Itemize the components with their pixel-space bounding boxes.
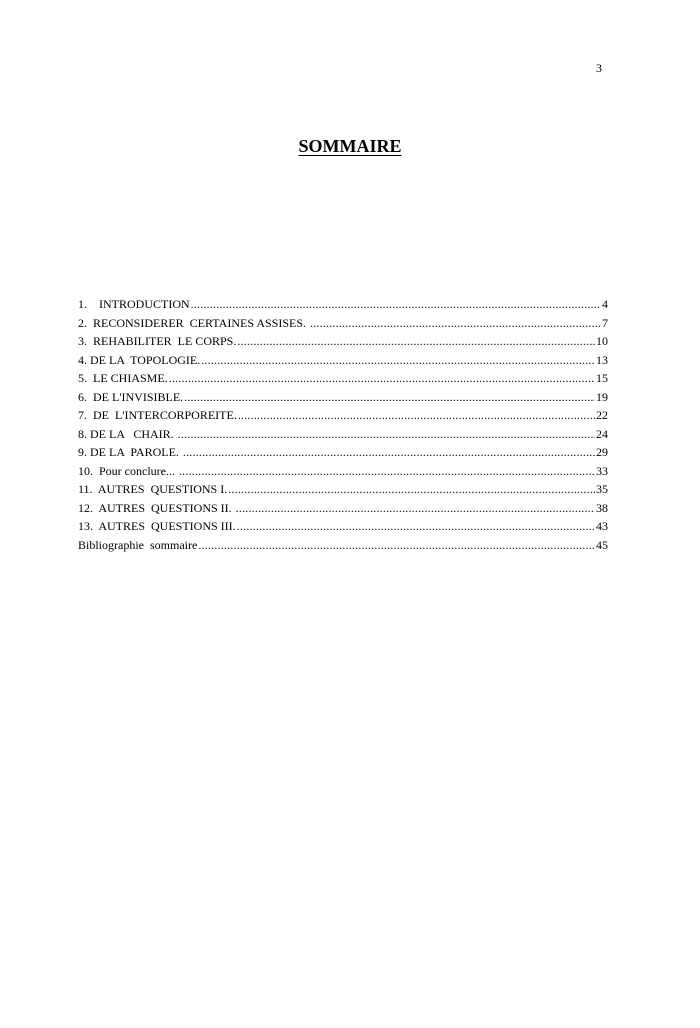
toc-leader-dots: [238, 406, 595, 425]
toc-entry-title: Bibliographie sommaire: [78, 537, 198, 552]
toc-entry[interactable]: [78, 425, 608, 444]
toc-entry-page: 10: [596, 334, 608, 348]
toc-leader-dots: [179, 462, 595, 481]
toc-leader-dots: [201, 351, 595, 370]
toc-entry-title: 3. REHABILITER LE CORPS.: [78, 334, 237, 348]
toc-entry-page: 43: [596, 519, 608, 533]
page-title: SOMMAIRE: [298, 136, 402, 156]
toc-entry-title: 4. DE LA TOPOLOGIE.: [78, 352, 201, 367]
toc-entry-title: 9. DE LA PAROLE.: [78, 445, 182, 459]
toc-entry-page: 29: [596, 445, 608, 459]
toc-entry[interactable]: [78, 517, 608, 536]
toc-entry[interactable]: [78, 332, 608, 351]
toc-entry-page: 33: [596, 463, 608, 478]
toc-leader-dots: [183, 443, 595, 462]
toc-entry-title: 5. LE CHIASME.: [78, 371, 168, 385]
table-of-contents: [78, 295, 608, 554]
toc-entry[interactable]: [78, 369, 608, 388]
toc-leader-dots: [198, 536, 595, 555]
toc-entry-page: 4: [602, 297, 608, 311]
toc-entry[interactable]: [78, 480, 608, 499]
toc-leader-dots: [228, 480, 595, 499]
toc-entry-title: 6. DE L'INVISIBLE.: [78, 389, 184, 404]
toc-entry-title: 7. DE L'INTERCORPOREITE.: [78, 408, 237, 422]
toc-entry[interactable]: [78, 388, 608, 407]
toc-entry-title: 8. DE LA CHAIR.: [78, 426, 177, 441]
toc-entry[interactable]: [78, 295, 608, 314]
toc-leader-dots: [184, 388, 595, 407]
toc-entry-title: 13. AUTRES QUESTIONS III.: [78, 519, 236, 533]
toc-leader-dots: [237, 517, 595, 536]
toc-entry[interactable]: [78, 499, 608, 518]
toc-entry[interactable]: [78, 406, 608, 425]
toc-leader-dots: [169, 369, 595, 388]
toc-entry-page: 13: [596, 352, 608, 367]
toc-leader-dots: [310, 314, 601, 333]
toc-entry-page: 15: [596, 371, 608, 385]
toc-entry-title: 1. INTRODUCTION: [78, 297, 190, 311]
toc-entry[interactable]: [78, 536, 608, 555]
toc-entry-title: 10. Pour conclure...: [78, 463, 178, 478]
toc-entry-page: 19: [596, 389, 608, 404]
toc-leader-dots: [237, 332, 595, 351]
toc-entry-page: 24: [596, 426, 608, 441]
toc-entry-page: 7: [602, 315, 608, 330]
page-number: 3: [596, 61, 602, 75]
toc-entry[interactable]: [78, 443, 608, 462]
toc-entry-title: 2. RECONSIDERER CERTAINES ASSISES.: [78, 315, 310, 330]
toc-entry[interactable]: [78, 351, 608, 370]
toc-entry-page: 45: [596, 537, 608, 552]
toc-entry[interactable]: [78, 462, 608, 481]
toc-entry[interactable]: [78, 314, 608, 333]
toc-leader-dots: [236, 499, 595, 518]
toc-entry-page: 38: [596, 500, 608, 515]
toc-leader-dots: [178, 425, 595, 444]
toc-entry-title: 12. AUTRES QUESTIONS II.: [78, 500, 235, 515]
toc-entry-title: 11. AUTRES QUESTIONS I.: [78, 482, 228, 496]
toc-entry-page: 35: [596, 482, 608, 496]
toc-leader-dots: [191, 295, 601, 314]
toc-entry-page: 22: [596, 408, 608, 422]
